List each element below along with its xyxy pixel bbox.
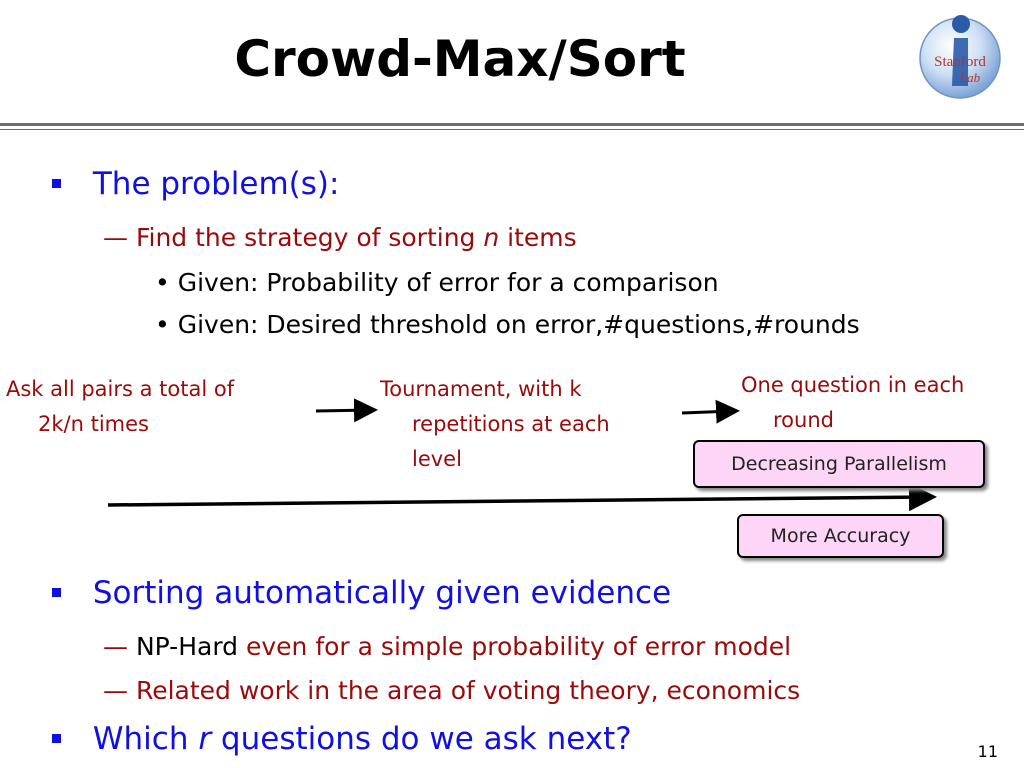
dash-icon: — xyxy=(103,676,128,705)
sub-bullet-text-black: NP-Hard xyxy=(135,632,239,661)
bullet-which-questions xyxy=(52,721,632,757)
sub-bullet-np-hard xyxy=(103,632,791,661)
bullet-text-pre: Which xyxy=(92,721,199,757)
dash-icon: — xyxy=(103,223,128,252)
sub-sub-bullet-text: Given: Desired threshold on error,#questions,#rounds xyxy=(177,310,860,339)
bullet-text: Sorting automatically given evidence xyxy=(92,575,672,611)
sub-bullet-text-pre: Find the strategy of sorting xyxy=(135,223,484,252)
sub-bullet-text-em: n xyxy=(483,223,500,252)
bullet-sorting-evidence xyxy=(52,575,671,611)
page-number: 11 xyxy=(977,742,998,761)
label-more-accuracy: More Accuracy xyxy=(737,514,944,558)
stage-text-line: Ask all pairs a total of xyxy=(6,377,235,401)
stage-text-line: Tournament, with k xyxy=(380,377,582,401)
stage-text-line: One question in each xyxy=(741,373,965,397)
svg-text:Lab: Lab xyxy=(959,70,981,85)
label-decreasing-parallelism: Decreasing Parallelism xyxy=(693,440,985,488)
sub-bullet-text-red: even for a simple probability of error model xyxy=(238,632,792,661)
stage-text-line: round xyxy=(773,408,834,432)
svg-text:Stanford: Stanford xyxy=(934,54,986,70)
slide-title: Crowd-Max/Sort xyxy=(234,30,686,88)
bullet-text-em: r xyxy=(198,721,212,757)
stage-text-line: 2k/n times xyxy=(38,412,149,436)
arrow-right-icon xyxy=(682,411,734,413)
sub-bullet-text-post: items xyxy=(499,223,577,252)
sub-bullet-text: Related work in the area of voting theory, economics xyxy=(135,676,801,705)
stage-text-line: repetitions at each xyxy=(412,412,610,436)
dash-icon: — xyxy=(103,632,128,661)
bullet-text-post: questions do we ask next? xyxy=(211,721,632,757)
square-bullet-icon xyxy=(52,734,61,743)
dot-bullet-icon: • xyxy=(155,268,170,297)
bullet-text: The problem(s): xyxy=(92,166,340,202)
stage-text-line: level xyxy=(412,447,462,471)
long-arrow-right-icon xyxy=(108,497,930,505)
dot-bullet-icon: • xyxy=(155,310,170,339)
square-bullet-icon xyxy=(52,588,61,597)
sub-bullet-related-work xyxy=(103,676,800,705)
sub-sub-bullet-text: Given: Probability of error for a comparison xyxy=(177,268,719,297)
arrow-right-icon xyxy=(316,410,372,411)
